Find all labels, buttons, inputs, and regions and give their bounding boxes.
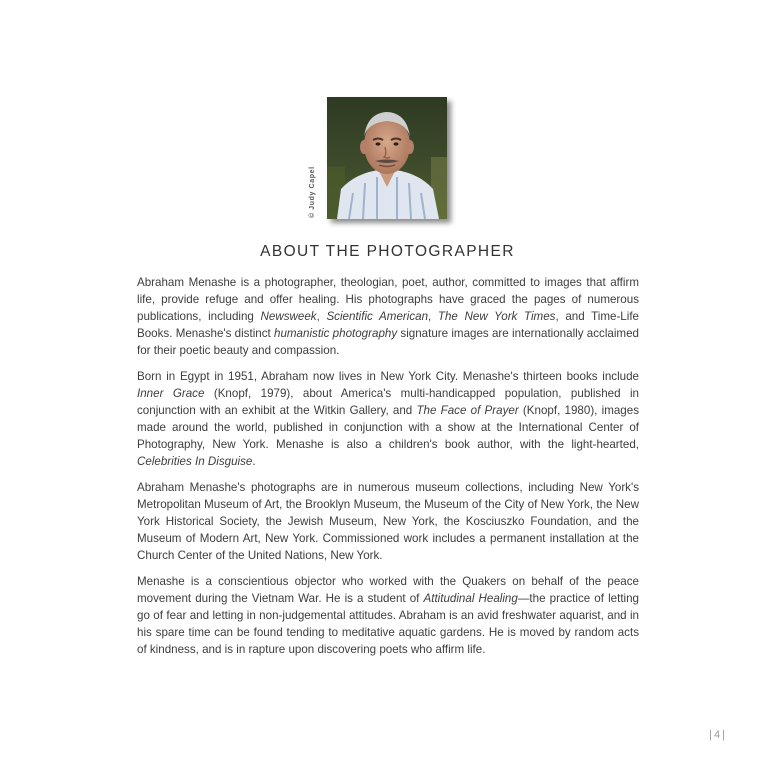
bio-paragraph-1 <box>137 274 639 359</box>
bio-paragraph-4 <box>137 573 639 658</box>
italic-title: Newsweek <box>260 310 317 323</box>
text-run: , <box>316 310 327 323</box>
page-number: |4| <box>709 729 727 741</box>
italic-title: Attitudinal Healing <box>423 592 518 605</box>
text-run: . <box>252 455 256 468</box>
text-run: (Knopf, 1979), about America's multi-handicapped population, published in conjunction with an exhibit at the Witkin Gallery, and <box>137 387 640 417</box>
photo-credit: © Judy Capel <box>309 166 316 218</box>
italic-title: The New York Times <box>437 310 556 323</box>
text-run: Abraham Menashe's photographs are in numerous museum collections, including New York's Metropolitan Museum of Art, the Brooklyn Museum, the Museum of the City of New York, the New York Historical Society, the Jewish Museum, New York, the Kosciuszko Foundation, and the Museum of Modern Art, New York. Commissioned work includes a permanent installation at the Church Center of the United Nations, New York. <box>137 481 639 562</box>
portrait-image <box>327 97 447 219</box>
italic-title: humanistic photography <box>274 327 398 340</box>
italic-title: The Face of Prayer <box>416 404 519 417</box>
bio-paragraph-3 <box>137 479 639 564</box>
text-run: Born in Egypt in 1951, Abraham now lives in New York City. Menashe's thirteen books include <box>137 370 639 383</box>
biography-text <box>137 274 639 667</box>
text-run: signature images are internationally acclaimed for their poetic beauty and compassion. <box>137 327 639 357</box>
text-run: , <box>428 310 438 323</box>
text-run: Abraham Menashe is a photographer, theologian, poet, author, committed to images that affirm life, provide refuge and offer healing. His photographs have graced the pages of numerous publications, including <box>137 276 639 323</box>
text-run: Menashe is a conscientious objector who worked with the Quakers on behalf of the peace movement during the Vietnam War. He is a student of <box>137 575 639 605</box>
text-run: (Knopf, 1980), images made around the world, published in conjunction with a show at the International Center of Photography, New York. Menashe is also a children's book author, with the light-hearted, <box>137 404 639 451</box>
text-run: —the practice of letting go of fear and letting in non-judgemental attitudes. Abraham is an avid freshwater aquarist, and in his spare time can be found tending to meditative aquatic gardens. He is moved by random acts of kindness, and is in rapture upon discovering poets who affirm life. <box>137 592 640 656</box>
text-run: , and Time-Life Books. Menashe's distinct <box>137 310 639 340</box>
author-photo-frame <box>327 97 447 219</box>
author-photo <box>327 97 447 219</box>
bio-paragraph-2 <box>137 368 639 470</box>
italic-title: Celebrities In Disguise <box>137 455 253 468</box>
italic-title: Inner Grace <box>137 387 205 400</box>
italic-title: Scientific American <box>326 310 429 323</box>
page-title: ABOUT THE PHOTOGRAPHER <box>260 243 515 260</box>
